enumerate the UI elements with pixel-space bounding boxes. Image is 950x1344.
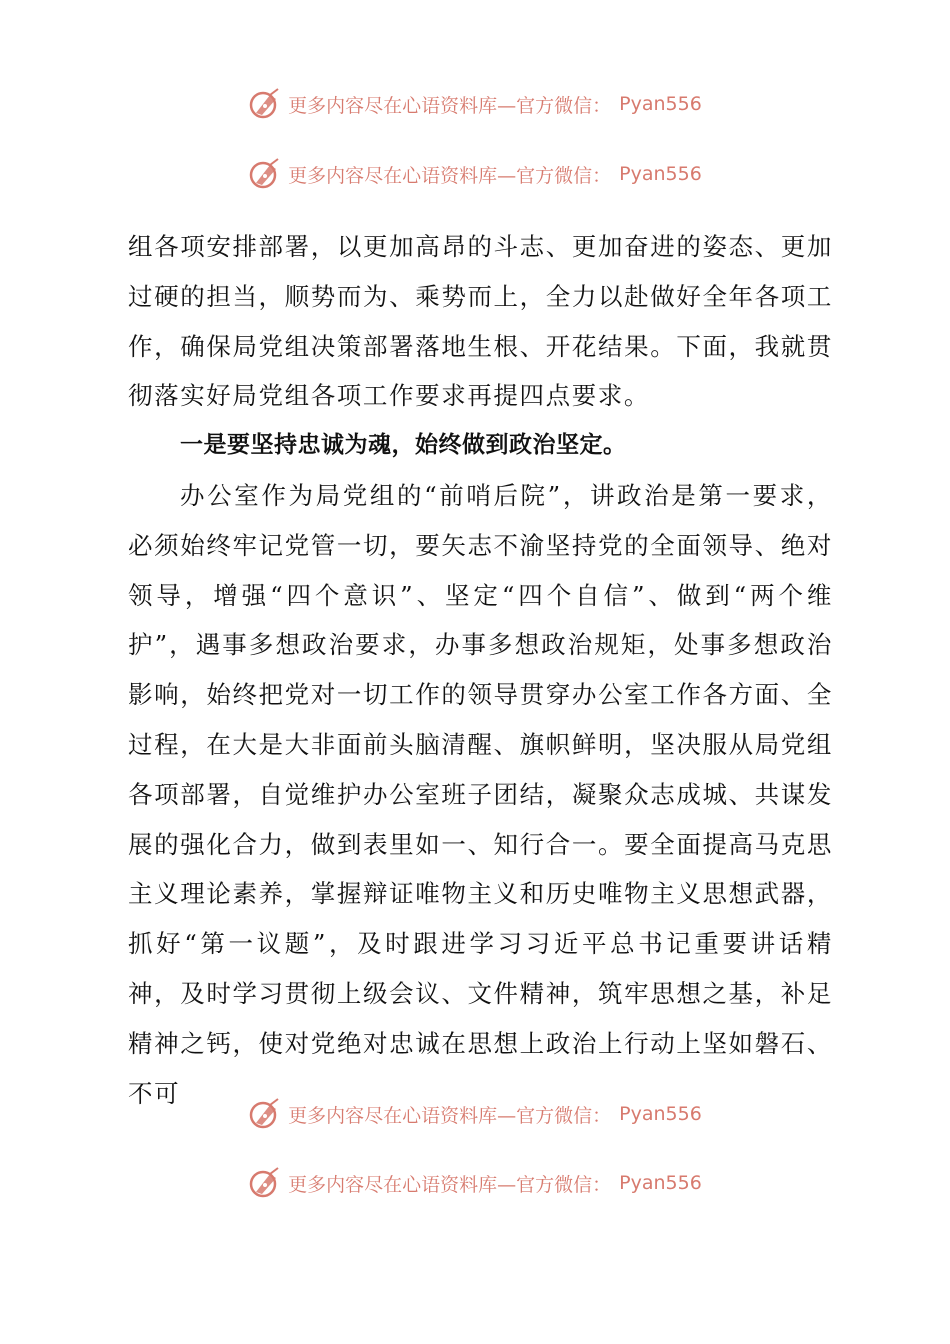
paragraph-continuation: 组各项安排部署，以更加高昂的斗志、更加奋进的姿态、更加过硬的担当，顺势而为、乘势而上，全力以赴做好全年各项工作，确保局党组决策部署落地生根、开花结果。下面，我就贯彻落实好局党组各项工作要求再提四点要求。 [128, 232, 833, 411]
watermark-text: 更多内容尽在心语资料库—官方微信： [288, 1104, 612, 1127]
pen-nib-logo-icon [248, 1097, 282, 1131]
watermark-wechat-id: Pyan556 [619, 163, 702, 185]
watermark-banner [0, 1163, 950, 1203]
watermark-wechat-id: Pyan556 [619, 1172, 702, 1194]
watermark-banner [0, 84, 950, 124]
watermark-wechat-id: Pyan556 [619, 1103, 702, 1125]
paragraph: 办公室作为局党组的“前哨后院”，讲政治是第一要求，必须始终牢记党管一切，要矢志不渝坚持党的全面领导、绝对领导，增强“四个意识”、坚定“四个自信”、做到“两个维护”，遇事多想政治要求，办事多想政治规矩，处事多想政治影响，始终把党对一切工作的领导贯穿办公室工作各方面、全过程，在大是大非面前头脑清醒、旗帜鲜明，坚决服从局党组各项部署，自觉维护办公室班子团结，凝聚众志成城、共谋发展的强化合力，做到表里如一、知行合一。要全面提高马克思主义理论素养，掌握辩证唯物主义和历史唯物主义思想武器，抓好“第一议题”，及时跟进学习习近平总书记重要讲话精神，及时学习贯彻上级会议、文件精神，筑牢思想之基，补足精神之钙，使对党绝对忠诚在思想上政治上行动上坚如磐石、不可 [128, 480, 833, 1108]
document-body [128, 222, 833, 1118]
pen-nib-logo-icon [248, 1166, 282, 1200]
watermark-text: 更多内容尽在心语资料库—官方微信： [288, 164, 612, 187]
section-heading: 一是要坚持忠诚为魂，始终做到政治坚定。 [180, 432, 627, 459]
watermark-banner [0, 154, 950, 194]
watermark-text: 更多内容尽在心语资料库—官方微信： [288, 94, 612, 117]
pen-nib-logo-icon [248, 87, 282, 121]
pen-nib-logo-icon [248, 157, 282, 191]
watermark-wechat-id: Pyan556 [619, 93, 702, 115]
watermark-text: 更多内容尽在心语资料库—官方微信： [288, 1173, 612, 1196]
watermark-banner [0, 1094, 950, 1134]
